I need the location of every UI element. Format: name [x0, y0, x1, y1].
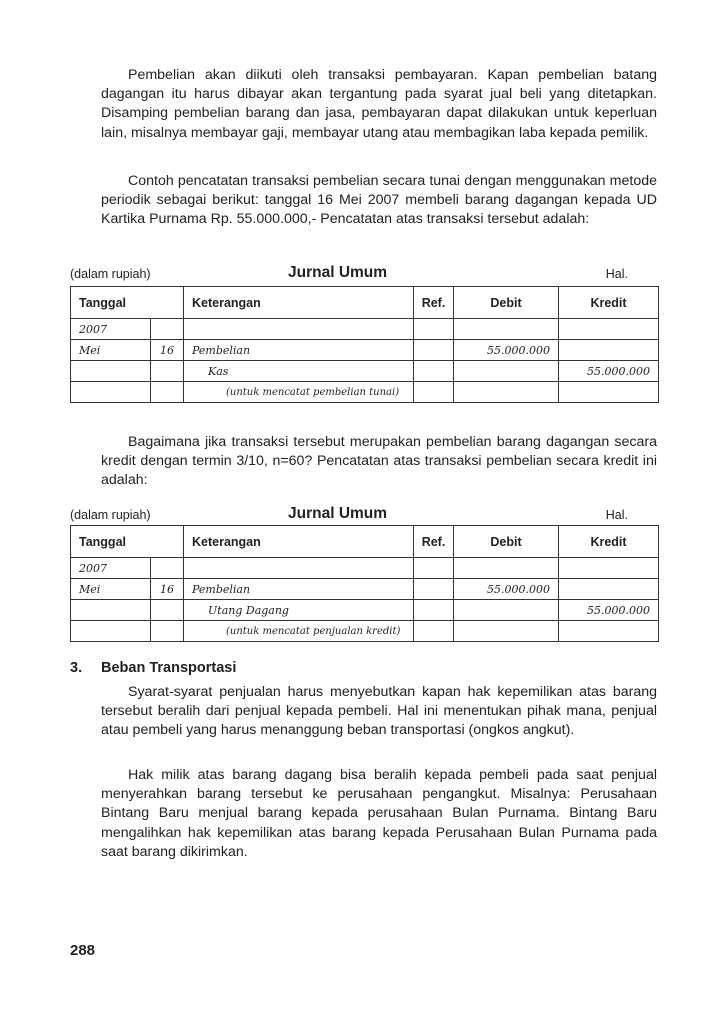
- table-row: [71, 621, 659, 642]
- journal-header-1: [70, 264, 658, 284]
- credit-account-cell: Kas: [184, 361, 414, 382]
- table-row: [71, 600, 659, 621]
- paragraph-ownership-transfer: Hak milik atas barang dagang bisa beralih kepada pembeli pada saat penjual menyerahkan barang tersebut ke perusahaan pengangkut. Misalnya: Perusahaan Bintang Baru menjual barang kepada perusahaan Bulan Purnama. Bintang Baru mengalihkan hak kepemilikan atas barang kepada Perusahaan Bulan Purnama pada saat barang dikirimkan.: [101, 767, 657, 860]
- credit-amount-cell: 55.000.000: [559, 361, 659, 382]
- page-ref-label: Hal.: [605, 267, 628, 281]
- day-cell: 16: [151, 579, 184, 600]
- table-header-row: [71, 526, 659, 558]
- col-keterangan: Keterangan: [184, 287, 414, 319]
- table-row: [71, 579, 659, 600]
- year-cell: 2007: [71, 558, 151, 579]
- section-heading: [70, 660, 236, 676]
- table-row: [71, 361, 659, 382]
- debit-amount-cell: 55.000.000: [454, 579, 559, 600]
- paragraph-cash-example: Contoh pencatatan transaksi pembelian secara tunai dengan menggunakan metode periodik sebagai berikut: tanggal 16 Mei 2007 membeli barang dagangan kepada UD Kartika Purnama Rp. 55.000.000,- Pencatatan atas transaksi tersebut adalah:: [101, 173, 657, 228]
- journal-title: Jurnal Umum: [288, 264, 388, 281]
- col-ref: Ref.: [414, 526, 454, 558]
- year-cell: 2007: [71, 319, 151, 340]
- paragraph-transport-terms: Syarat-syarat penjualan harus menyebutkan kapan hak kepemilikan atas barang tersebut beralih dari penjual kepada pembeli. Hal ini menentukan pihak mana, penjual atau pembeli yang harus menanggung beban transportasi (ongkos angkut).: [101, 684, 657, 739]
- paragraph-credit-example: Bagaimana jika transaksi tersebut merupakan pembelian barang dagangan secara kredit dengan termin 3/10, n=60? Pencatatan atas transaksi pembelian secara kredit ini adalah:: [101, 434, 657, 489]
- journal-title: Jurnal Umum: [288, 505, 388, 522]
- month-cell: Mei: [71, 340, 151, 361]
- month-cell: Mei: [71, 579, 151, 600]
- day-cell: 16: [151, 340, 184, 361]
- table-row: [71, 319, 659, 340]
- col-tanggal: Tanggal: [71, 287, 184, 319]
- credit-amount-cell: 55.000.000: [559, 600, 659, 621]
- journal-table-cash: [70, 286, 659, 403]
- col-debit: Debit: [454, 287, 559, 319]
- credit-account-cell: Utang Dagang: [184, 600, 414, 621]
- unit-label: (dalam rupiah): [70, 267, 151, 281]
- page-number: 288: [70, 942, 96, 959]
- debit-account-cell: Pembelian: [184, 579, 414, 600]
- col-tanggal: Tanggal: [71, 526, 184, 558]
- unit-label: (dalam rupiah): [70, 508, 151, 522]
- col-debit: Debit: [454, 526, 559, 558]
- table-row: [71, 382, 659, 403]
- debit-account-cell: Pembelian: [184, 340, 414, 361]
- col-kredit: Kredit: [559, 287, 659, 319]
- table-row: [71, 558, 659, 579]
- paragraph-payment: Pembelian akan diikuti oleh transaksi pembayaran. Kapan pembelian batang dagangan itu harus dibayar akan tergantung pada syarat jual beli yang ditetapkan. Disamping pembelian barang dan jasa, pembayaran dapat dilakukan untuk keperluan lain, misalnya membayar gaji, membayar utang atau membagikan laba kepada pemilik.: [101, 67, 657, 141]
- note-cell: (untuk mencatat penjualan kredit): [184, 621, 414, 642]
- col-kredit: Kredit: [559, 526, 659, 558]
- note-cell: (untuk mencatat pembelian tunai): [184, 382, 414, 403]
- table-header-row: [71, 287, 659, 319]
- debit-amount-cell: 55.000.000: [454, 340, 559, 361]
- section-title: Beban Transportasi: [101, 660, 237, 676]
- col-keterangan: Keterangan: [184, 526, 414, 558]
- table-row: [71, 340, 659, 361]
- page-ref-label: Hal.: [605, 508, 628, 522]
- journal-table-credit: [70, 525, 659, 642]
- section-number: 3.: [70, 660, 83, 676]
- journal-header-2: [70, 505, 658, 525]
- col-ref: Ref.: [414, 287, 454, 319]
